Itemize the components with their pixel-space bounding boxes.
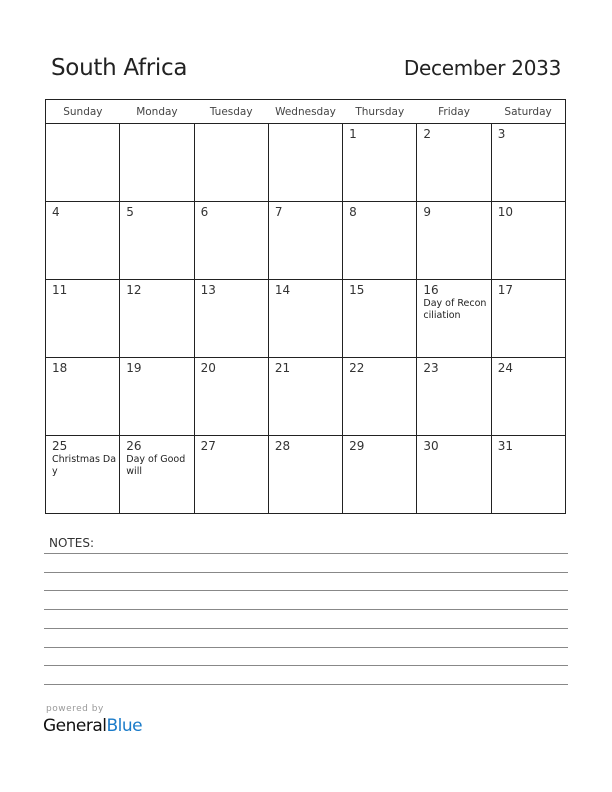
day-number: 14 bbox=[274, 283, 291, 297]
day-cell bbox=[268, 124, 342, 202]
weekday-header: Tuesday bbox=[194, 100, 268, 124]
notes-line bbox=[44, 572, 568, 573]
day-number: 29 bbox=[349, 439, 365, 453]
holiday-label: Christmas Day bbox=[52, 454, 117, 477]
day-number: 5 bbox=[126, 205, 134, 219]
day-cell bbox=[268, 436, 342, 514]
day-cell bbox=[46, 202, 120, 280]
holiday-label: Day of Reconciliation bbox=[423, 298, 487, 321]
day-number: 1 bbox=[349, 127, 357, 141]
day-number bbox=[195, 124, 268, 127]
week-row bbox=[46, 202, 566, 280]
week-row bbox=[46, 436, 566, 514]
day-cell bbox=[120, 124, 194, 202]
day-number: 30 bbox=[423, 439, 439, 453]
day-number: 27 bbox=[200, 439, 216, 453]
day-number: 13 bbox=[200, 283, 216, 297]
day-number bbox=[46, 124, 119, 127]
day-number: 12 bbox=[126, 283, 142, 297]
day-number: 20 bbox=[200, 361, 216, 375]
weekday-header: Thursday bbox=[343, 100, 417, 124]
day-cell bbox=[268, 280, 342, 358]
day-cell bbox=[343, 124, 417, 202]
day-cell bbox=[194, 436, 268, 514]
country-title: South Africa bbox=[51, 55, 188, 81]
weekday-header: Friday bbox=[417, 100, 491, 124]
day-number: 6 bbox=[200, 205, 209, 219]
day-cell bbox=[268, 358, 342, 436]
day-number: 16 bbox=[423, 283, 439, 297]
notes-line bbox=[44, 647, 568, 648]
day-cell bbox=[194, 280, 268, 358]
day-cell bbox=[417, 436, 491, 514]
day-cell bbox=[491, 280, 565, 358]
day-number: 8 bbox=[349, 205, 357, 219]
notes-label: NOTES: bbox=[49, 536, 94, 550]
day-cell bbox=[417, 280, 491, 358]
day-number: 22 bbox=[349, 361, 365, 375]
day-cell bbox=[194, 124, 268, 202]
week-row bbox=[46, 358, 566, 436]
notes-line bbox=[44, 553, 568, 554]
day-number: 28 bbox=[274, 439, 291, 453]
day-number: 26 bbox=[126, 439, 142, 453]
day-number: 31 bbox=[497, 439, 513, 453]
weekday-header: Sunday bbox=[46, 100, 120, 124]
day-number: 7 bbox=[274, 205, 283, 219]
day-cell bbox=[46, 358, 120, 436]
day-number: 3 bbox=[497, 127, 506, 141]
day-number: 18 bbox=[52, 361, 68, 375]
notes-line bbox=[44, 609, 568, 610]
day-number: 9 bbox=[423, 205, 432, 219]
day-cell bbox=[491, 124, 565, 202]
month-title: December 2033 bbox=[403, 56, 561, 80]
brand-blue: Blue bbox=[106, 716, 143, 736]
day-cell bbox=[194, 202, 268, 280]
weekday-header: Saturday bbox=[491, 100, 565, 124]
day-cell bbox=[194, 358, 268, 436]
day-cell bbox=[120, 358, 194, 436]
day-number bbox=[269, 124, 342, 127]
day-number: 25 bbox=[52, 439, 68, 453]
day-cell bbox=[120, 436, 194, 514]
day-number: 4 bbox=[52, 205, 60, 219]
day-cell bbox=[120, 280, 194, 358]
day-cell bbox=[417, 202, 491, 280]
day-cell bbox=[46, 280, 120, 358]
day-cell bbox=[343, 280, 417, 358]
day-number: 19 bbox=[126, 361, 142, 375]
day-cell bbox=[417, 124, 491, 202]
day-cell bbox=[343, 436, 417, 514]
weekday-header: Monday bbox=[120, 100, 194, 124]
notes-line bbox=[44, 628, 568, 629]
day-cell bbox=[120, 202, 194, 280]
notes-line bbox=[44, 665, 568, 666]
holiday-label: Day of Goodwill bbox=[126, 454, 186, 477]
week-row bbox=[46, 124, 566, 202]
week-row bbox=[46, 280, 566, 358]
day-number: 2 bbox=[423, 127, 432, 141]
day-number: 10 bbox=[497, 205, 513, 219]
day-number bbox=[120, 124, 193, 127]
day-cell bbox=[46, 436, 120, 514]
day-cell bbox=[343, 358, 417, 436]
day-cell bbox=[491, 358, 565, 436]
day-number: 24 bbox=[497, 361, 513, 375]
day-number: 23 bbox=[423, 361, 439, 375]
calendar-grid bbox=[45, 99, 566, 514]
day-number: 11 bbox=[52, 283, 68, 297]
day-number: 15 bbox=[349, 283, 365, 297]
day-cell bbox=[417, 358, 491, 436]
day-cell bbox=[491, 436, 565, 514]
day-cell bbox=[46, 124, 120, 202]
generalblue-logo bbox=[43, 716, 142, 736]
notes-line bbox=[44, 684, 568, 685]
day-cell bbox=[491, 202, 565, 280]
day-cell bbox=[343, 202, 417, 280]
day-cell bbox=[268, 202, 342, 280]
brand-general: General bbox=[43, 716, 107, 736]
powered-by: powered by bbox=[46, 704, 104, 714]
notes-line bbox=[44, 590, 568, 591]
day-number: 17 bbox=[497, 283, 513, 297]
weekday-header: Wednesday bbox=[268, 100, 342, 124]
day-number: 21 bbox=[274, 361, 291, 375]
